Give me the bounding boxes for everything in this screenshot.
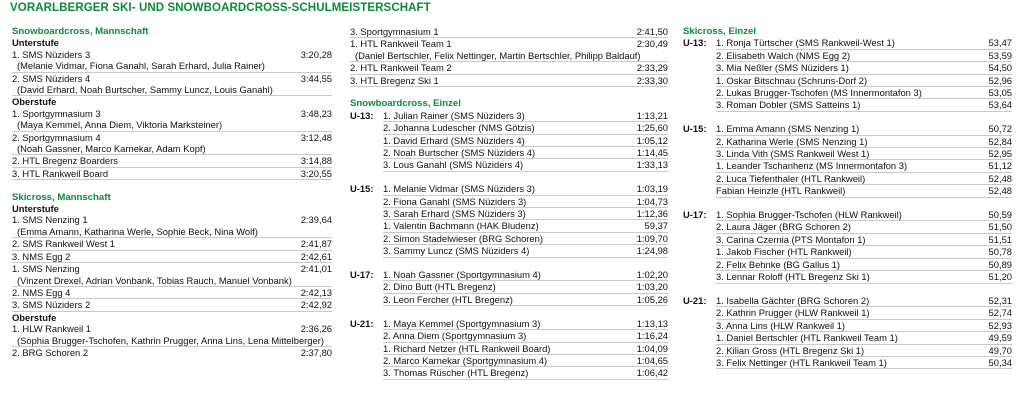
result-time: 3:48,23 [300,107,332,119]
result-time: 3:44,55 [300,72,332,84]
age-group [350,183,668,257]
age-group-results [716,209,1012,283]
result-row [716,185,1012,197]
result-row [383,281,668,293]
subsection-title: Unterstufe [12,203,59,215]
result-row [716,87,1012,99]
team-members: (Daniel Bertschler, Felix Nettinger, Martin Bertschler, Philipp Baldauf) [350,50,668,62]
age-group [350,318,668,380]
result-time: 2:42,61 [300,250,332,262]
result-row [12,299,332,311]
result-time: 52,74 [988,307,1012,319]
result-name: 1. Emma Amann (SMS Nenzing 1) [716,123,860,135]
age-group-label: U-21: [350,317,374,329]
result-name: 2. Johanna Ludescher (NMS Götzis) [383,122,535,134]
result-row [12,287,332,299]
result-name: 1. HTL Rankweil Team 1 [350,38,452,50]
result-name: 1. Julian Rainer (SMS Nüziders 3) [383,109,525,121]
result-name: 2. HTL Rankweil Team 2 [350,62,452,74]
result-row [12,73,332,84]
result-name: 3. Sportgymnasium 1 [350,26,439,37]
result-time: 53,59 [988,49,1012,61]
result-name: 2. Marco Karnekar (Sportgymnasium 4) [383,354,548,366]
result-name: 1. Maya Kemmel (Sportgymnasium 3) [383,317,541,329]
result-time: 1:03,19 [636,183,668,195]
column-2 [350,26,668,380]
result-name: 2. Kathrin Prugger (HLW Rankweil 1) [716,307,870,319]
result-row [716,246,1012,258]
result-time: 2:39,64 [300,214,332,226]
result-time: 2:33,30 [636,74,668,86]
result-name: 1. Leander Tschanhenz (MS Innermontafon 3) [716,160,908,172]
result-row [350,38,668,49]
section-title: Snowboardcross, Mannschaft [12,26,149,37]
result-row [383,208,668,220]
age-group-label: U-17: [683,209,707,221]
age-group-results [716,37,1012,111]
result-name: 3. Lous Ganahl (SMS Nüziders 4) [383,159,524,171]
age-group-results [383,318,668,380]
result-row [716,307,1012,319]
result-name: 2. Fiona Ganahl (SMS Nüziders 3) [383,195,527,207]
result-name: 1. David Erhard (SMS Nüziders 4) [383,134,525,146]
column-1 [12,26,332,358]
subsection-title: Oberstufe [12,311,57,323]
result-name: 1. Sportgymnasium 3 [12,107,101,119]
result-time: 3:20,28 [300,48,332,60]
age-group-label: U-15: [350,183,374,195]
result-time: 52,93 [988,319,1012,331]
result-time: 1:12,36 [636,208,668,220]
result-row [383,355,668,367]
age-group-label: U-21: [683,294,707,306]
age-group [683,209,1012,283]
result-name: 1. Sophia Brugger-Tschofen (HLW Rankweil) [716,209,902,221]
result-row [716,234,1012,246]
result-row [12,132,332,143]
result-time: 53,64 [988,99,1012,111]
result-row [716,173,1012,185]
result-name: 1. Isabella Gächter (BRG Schoren 2) [716,294,870,306]
result-name: 1. Melanie Vidmar (SMS Nüziders 3) [383,183,535,195]
result-time: 1:13,13 [636,317,668,329]
result-row [383,122,668,134]
result-name: 1. SMS Nenzing 1 [12,214,88,226]
age-group [683,37,1012,111]
age-group-results [716,295,1012,369]
result-row [12,263,332,274]
result-name: 1. Valentin Bachmann (HAK Bludenz) [383,220,539,232]
result-time: 49,70 [988,344,1012,356]
result-row [716,99,1012,111]
result-name: 2. Anna Diem (Sportgymnasium 3) [383,330,527,342]
result-time: 50,72 [988,123,1012,135]
result-time: 3:20,55 [300,167,332,179]
result-time: 52,84 [988,135,1012,147]
result-row [12,108,332,119]
result-time: 53,47 [988,37,1012,49]
result-row [12,251,332,263]
column-3 [683,26,1012,369]
result-time: 1:06,42 [636,367,668,379]
team-members: (David Erhard, Noah Burtscher, Sammy Luncz, Louis Ganahl) [12,84,332,96]
page-title: VORARLBERGER SKI- UND SNOWBOARDCROSS-SCHULMEISTERSCHAFT [10,2,431,14]
age-group-label: U-15: [683,123,707,135]
result-row [383,147,668,159]
result-time: 1:13,21 [636,109,668,121]
result-row [383,110,668,122]
age-group-label: U-17: [350,269,374,281]
age-group-results [383,269,668,306]
result-time: 52,48 [988,172,1012,184]
team-members: (Sophia Brugger-Tschofen, Kathrin Prugger, Anna Lins, Lena Mittelberger) [12,335,332,347]
result-row [716,259,1012,271]
result-name: 3. Thomas Rüscher (HTL Bregenz) [383,367,529,379]
result-time: 1:04,73 [636,195,668,207]
result-time: 50,78 [988,246,1012,258]
subsection-title: Oberstufe [12,96,57,108]
result-time: 1:16,24 [636,330,668,342]
result-row [716,221,1012,233]
age-group [350,110,668,172]
result-time: 50,34 [988,356,1012,368]
result-name: 2. NMS Egg 4 [12,286,71,298]
result-time: 2:41,01 [300,263,332,275]
result-row [383,135,668,147]
result-row [383,159,668,171]
result-time: 1:09,70 [636,232,668,244]
result-time: 54,50 [988,62,1012,74]
result-name: 3. Felix Nettinger (HTL Rankweil Team 1) [716,356,887,368]
column-2-groups [350,110,668,380]
column-3-groups [683,37,1012,369]
result-row [716,332,1012,344]
age-group [683,123,1012,197]
result-row [12,214,332,225]
result-time: 2:41,87 [300,238,332,250]
result-row [716,160,1012,172]
result-name: 2. Lukas Brugger-Tschofen (MS Innermontafon 3) [716,87,922,99]
result-name: 2. BRG Schoren 2 [12,346,89,358]
result-row [716,37,1012,49]
result-name: 2. Kilian Gross (HTL Bregenz Ski 1) [716,344,865,356]
result-time: 1:03,20 [636,281,668,293]
result-row [716,357,1012,369]
result-row [383,367,668,379]
result-row [383,233,668,245]
result-time: 2:33,29 [636,62,668,74]
result-row [12,155,332,167]
result-row [350,26,668,38]
result-name: 2. Elisabeth Walch (NMS Egg 2) [716,49,851,61]
team-members: (Vinzent Drexel, Adrian Vonbank, Tobias Rauch, Manuel Vonbank) [12,275,332,287]
result-name: 2. HTL Bregenz Boarders [12,155,118,167]
section-title-snowboardcross-einzel: Snowboardcross, Einzel [350,98,461,110]
result-time: 1:05,12 [636,134,668,146]
result-time: 2:42,13 [300,286,332,298]
result-time: 53,05 [988,87,1012,99]
result-name: 1. SMS Nüziders 3 [12,48,91,60]
result-name: 1. Richard Netzer (HTL Rankweil Board) [383,342,551,354]
result-name: 2. Dino Butt (HTL Bregenz) [383,281,496,293]
result-time: 52,31 [988,294,1012,306]
result-row [383,294,668,306]
result-name: 1. Noah Gassner (Sportgymnasium 4) [383,269,541,281]
result-time: 1:04,09 [636,342,668,354]
result-time: 51,51 [988,233,1012,245]
result-row [383,269,668,281]
result-time: 2:41,50 [636,26,668,37]
result-name: 3. NMS Egg 2 [12,250,71,262]
result-time: 1:05,26 [636,293,668,305]
result-row [12,168,332,180]
result-row [383,183,668,195]
result-row [716,320,1012,332]
result-time: 59,37 [644,220,668,232]
result-name: 2. SMS Rankweil West 1 [12,238,115,250]
result-name: 3. SMS Nüziders 2 [12,299,91,311]
result-row [716,136,1012,148]
result-name: Fabian Heinzle (HTL Rankweil) [716,185,846,197]
result-row [383,318,668,330]
result-name: 2. Sportgymnasium 4 [12,131,101,143]
result-name: 2. Laura Jäger (BRG Schoren 2) [716,221,851,233]
result-name: 3. Sarah Erhard (SMS Nüziders 3) [383,208,526,220]
result-row [716,62,1012,74]
team-members: (Emma Amann, Katharina Werle, Sophie Beck, Nina Wolf) [12,226,332,238]
result-name: 2. Felix Behnke (BG Gallus 1) [716,258,841,270]
team-members: (Melanie Vidmar, Fiona Ganahl, Sarah Erhard, Julia Rainer) [12,60,332,72]
result-time: 50,89 [988,258,1012,270]
result-name: 1. Daniel Bertschler (HTL Rankweil Team 1) [716,332,898,344]
team-members: (Noah Gassner, Marco Karnekar, Adam Kopf) [12,143,332,155]
result-time: 52,48 [988,185,1012,197]
result-row [716,209,1012,221]
result-row [383,196,668,208]
result-name: 1. SMS Nenzing [12,263,80,275]
result-row [350,62,668,74]
result-time: 2:37,80 [300,346,332,358]
result-row [716,123,1012,135]
age-group [683,295,1012,369]
result-time: 52,95 [988,148,1012,160]
result-time: 51,50 [988,221,1012,233]
result-name: 2. Luca Tiefenthaler (HTL Rankweil) [716,172,866,184]
result-row [383,245,668,257]
result-name: 3. Mia Neßler (SMS Nüziders 1) [716,62,849,74]
result-name: 2. Noah Burtscher (SMS Nüziders 4) [383,147,536,159]
result-name: 3. Lennar Roloff (HTL Bregenz Ski 1) [716,271,870,283]
result-time: 2:42,92 [300,299,332,311]
result-name: 2. Katharina Werle (SMS Nenzing 1) [716,135,868,147]
section-title: Skicross, Mannschaft [12,191,111,203]
result-name: 1. Ronja Türtscher (SMS Rankweil-West 1) [716,37,895,49]
age-group-results [383,183,668,257]
result-row [383,220,668,232]
result-row [12,323,332,334]
result-row [383,343,668,355]
result-time: 3:14,88 [300,155,332,167]
result-row [716,75,1012,87]
result-time: 2:30,49 [636,38,668,50]
result-row [12,49,332,60]
result-name: 3. HTL Rankweil Board [12,167,109,179]
result-time: 52,96 [988,74,1012,86]
result-time: 51,20 [988,271,1012,283]
result-row [716,271,1012,283]
age-group-results [716,123,1012,197]
result-time: 1:02,20 [636,269,668,281]
result-row [716,50,1012,62]
age-group-label: U-13: [350,109,374,121]
result-time: 1:14,45 [636,147,668,159]
result-name: 2. SMS Nüziders 4 [12,72,91,84]
result-name: 3. Anna Lins (HLW Rankweil 1) [716,319,846,331]
result-name: 1. Jakob Fischer (HTL Rankweil) [716,246,852,258]
section-title-skicross-einzel: Skicross, Einzel [683,26,757,37]
age-group [350,269,668,306]
result-name: 3. Sammy Luncz (SMS Nüziders 4) [383,245,530,257]
subsection-title: Unterstufe [12,37,59,49]
result-name: 3. Linda Vith (SMS Rankweil West 1) [716,148,870,160]
result-time: 1:04,65 [636,354,668,366]
age-group-results [383,110,668,172]
result-row [716,295,1012,307]
result-row [12,238,332,250]
result-name: 2. Simon Stadelwieser (BRG Schoren) [383,232,543,244]
result-name: 3. Roman Dobler (SMS Satteins 1) [716,99,861,111]
result-row [716,345,1012,357]
result-row [12,347,332,358]
result-time: 51,12 [988,160,1012,172]
result-time: 1:33,13 [636,159,668,171]
age-group-label: U-13: [683,37,707,49]
result-time: 1:25,60 [636,122,668,134]
result-time: 1:24,98 [636,245,668,257]
result-time: 50,59 [988,209,1012,221]
result-time: 49,59 [988,332,1012,344]
result-name: 1. HLW Rankweil 1 [12,323,92,335]
result-time: 2:36,26 [300,323,332,335]
result-name: 3. Leon Fercher (HTL Bregenz) [383,293,513,305]
column-2-top [350,26,668,87]
result-row [383,330,668,342]
result-name: 1. Oskar Bitschnau (Schruns-Dorf 2) [716,74,868,86]
result-row [716,148,1012,160]
result-row [350,75,668,87]
result-time: 3:12,48 [300,131,332,143]
result-name: 3. Carina Czernia (PTS Montafon 1) [716,233,866,245]
team-members: (Maya Kemmel, Anna Diem, Viktoria Marksteiner) [12,119,332,131]
result-name: 3. HTL Bregenz Ski 1 [350,74,439,86]
